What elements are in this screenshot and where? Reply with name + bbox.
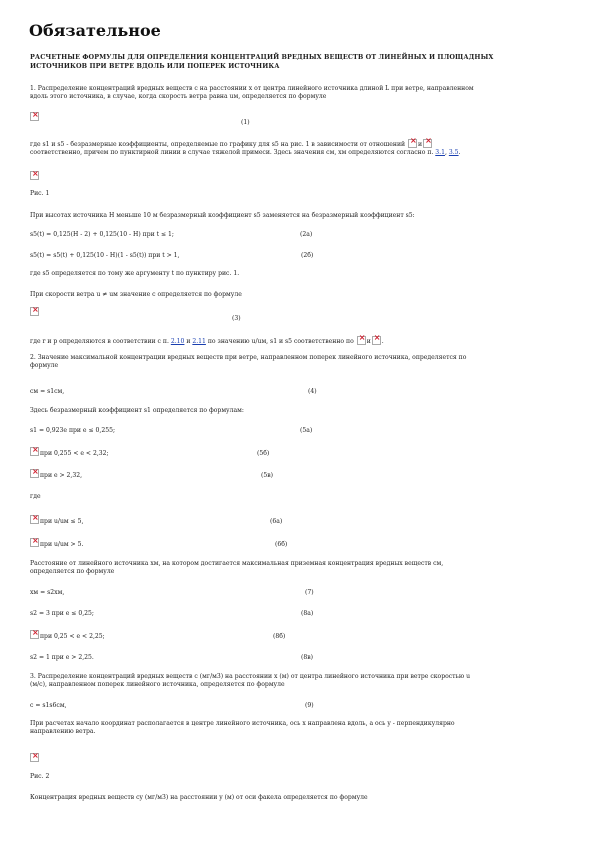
formula-1-broken-image-icon [30,112,39,121]
equation-7-number: (7) [305,589,314,596]
equation-8b-number: (8б) [273,633,286,640]
formula-3-broken-image-icon [30,307,39,316]
paragraph-9-line-1: Расстояние от линейного источника xм, на котором достигается максимальная приземная концентрация вредных веществ cм, [30,560,444,567]
equation-7-text: xм = s2xм, [30,589,65,596]
paragraph-1-line-2: вдоль этого источника, в случае, когда скорость ветра равна uм, определяется по формуле [30,93,327,100]
section-heading [30,53,493,70]
figure-1-caption: Рис. 1 [30,190,50,197]
paragraph-6: где r и p определяются в соответствии с п. 2.10 и 2.11 по значению u/uм, s1 и s5 соответственно по × и× . [30,336,384,346]
paragraph-11-line-2: направлению ветра. [30,728,96,735]
section-heading-line-2: ИСТОЧНИКОВ ПРИ ВЕТРЕ ВДОЛЬ ИЛИ ПОПЕРЕК ИСТОЧНИКА [30,61,280,70]
ratio-3-broken-image-icon [357,336,366,345]
ratio-2-broken-image-icon [423,139,432,148]
page-title: Обязательное [29,21,161,40]
equation-8c-number: (8в) [301,654,314,661]
formula-8b-broken-image-icon [30,630,39,639]
paragraph-1-line-1: 1. Распределение концентраций вредных веществ c на расстоянии x от центра линейного источника длиной L при ветре, направленном [30,85,474,92]
equation-6b-number: (6б) [275,541,288,548]
paragraph-7-line-2: формуле [30,362,59,369]
paragraph-1 [30,85,474,101]
formula-6b-broken-image-icon [30,538,39,547]
equation-3-number: (3) [232,315,241,322]
equation-8b-text: при 0,25 < e < 2,25; [40,633,105,640]
equation-2a-text: s5(t) = 0,125(H - 2) + 0,125(10 - H) при t ≤ 1; [30,231,174,238]
link-clause-2-11[interactable]: 2.11 [192,338,206,345]
paragraph-7 [30,354,466,370]
equation-5c-number: (5в) [261,472,274,479]
equation-6a-number: (6а) [270,518,283,525]
paragraph-2-line-2: соответственно, причем по пунктирной линии в случае тяжелой примеси. Здесь значения cм, xм определяются согласно п. 3.1, 3.5. [30,149,461,156]
paragraph-2 [30,139,461,157]
equation-2b-number: (2б) [301,252,314,259]
equation-8a-text: s2 = 3 при e ≤ 0,25; [30,610,94,617]
paragraph-7-line-1: 2. Значение максимальной концентрации вредных веществ при ветре, направленном поперек линейного источника, определяется по [30,354,467,361]
equation-8a-number: (8а) [301,610,314,617]
figure-2-caption: Рис. 2 [30,773,50,780]
equation-2a-number: (2а) [300,231,313,238]
formula-5c-broken-image-icon [30,469,39,478]
equation-9-text: c = s1s6cм, [30,702,67,709]
figure-2-broken-image-icon [30,753,39,762]
paragraph-9 [30,560,443,576]
formula-5b-broken-image-icon [30,447,39,456]
figure-1-broken-image-icon [30,171,39,180]
equation-6a-text: при u/uм ≤ 5, [40,518,84,525]
equation-1-number: (1) [241,119,250,126]
equation-8c-text: s2 = 1 при e > 2,25. [30,654,94,661]
equation-5b-text: при 0,255 < e < 2,32; [40,450,109,457]
paragraph-10-line-1: 3. Распределение концентраций вредных веществ c (мг/м3) на расстоянии x (м) от центра линейного источника при ветре скоростью u [30,673,471,680]
paragraph-10 [30,673,470,689]
paragraph-10-line-2: (м/с), направленном поперек линейного источника, определяется по формуле [30,681,285,688]
ratio-4-broken-image-icon [372,336,381,345]
paragraph-5: При скорости ветра u ≠ uм значение c определяется по формуле [30,291,242,298]
where-label: где [30,493,41,500]
formula-6a-broken-image-icon [30,515,39,524]
link-clause-3-1[interactable]: 3.1 [435,149,445,156]
equation-5a-number: (5а) [300,427,313,434]
equation-6b-text: при u/uм > 5. [40,541,84,548]
paragraph-8: Здесь безразмерный коэффициент s1 определяется по формулам: [30,407,244,414]
paragraph-3: При высотах источника H меньше 10 м безразмерный коэффициент s5 заменяется на безразмерный коэффициент s5: [30,212,415,219]
equation-5c-text: при e > 2,32, [40,472,83,479]
paragraph-11 [30,720,455,736]
ratio-1-broken-image-icon [408,139,417,148]
equation-5b-number: (5б) [257,450,270,457]
equation-2b-text: s5(t) = s5(t) + 0,125(10 - H)(1 - s5(t)) при t > 1, [30,252,180,259]
equation-4-text: cм = s1cм, [30,388,65,395]
equation-5a-text: s1 = 0,923e при e ≤ 0,255; [30,427,116,434]
paragraph-9-line-2: определяется по формуле [30,568,115,575]
paragraph-4: где s5 определяется по тому же аргументу t по пунктиру рис. 1. [30,270,240,277]
link-clause-3-5[interactable]: 3.5 [448,149,459,156]
paragraph-12: Концентрация вредных веществ cy (мг/м3) на расстоянии y (м) от оси факела определяется по формуле [30,794,368,801]
link-clause-2-10[interactable]: 2.10 [170,338,185,345]
paragraph-11-line-1: При расчетах начало координат располагается в центре линейного источника, ось x направлена вдоль, а ось y - перпендикулярно [30,720,455,727]
section-heading-line-1: РАСЧЕТНЫЕ ФОРМУЛЫ ДЛЯ ОПРЕДЕЛЕНИЯ КОНЦЕНТРАЦИЙ ВРЕДНЫХ ВЕЩЕСТВ ОТ ЛИНЕЙНЫХ И ПЛОЩАДНЫХ [30,53,494,61]
paragraph-2-line-1: где s1 и s5 - безразмерные коэффициенты, определяемые по графику для s5 на рис. 1 в зависимости от отношений × и× [30,139,461,149]
equation-9-number: (9) [305,702,314,709]
equation-4-number: (4) [308,388,317,395]
